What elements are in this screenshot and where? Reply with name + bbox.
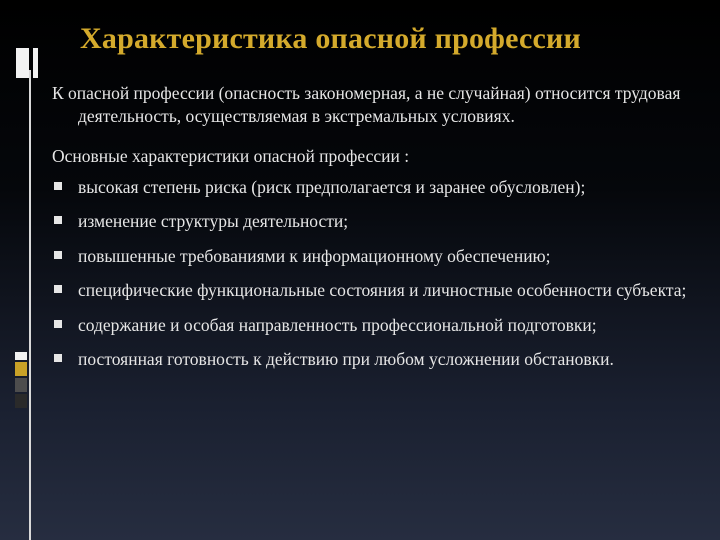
list-item — [52, 348, 710, 371]
square-bullet-icon — [54, 320, 62, 328]
intro-paragraph: К опасной профессии (опасность закономерная, а не случайная) относится трудовая деятельность, осуществляемая в экстремальных условиях. — [52, 83, 681, 126]
list-item — [52, 314, 710, 337]
square-bullet-icon — [54, 354, 62, 362]
subheading: Основные характеристики опасной профессии : — [52, 146, 410, 166]
decorative-stripe — [15, 394, 27, 408]
list-item — [52, 279, 710, 302]
decorative-stripe — [15, 352, 27, 360]
square-bullet-icon — [54, 285, 62, 293]
list-item — [52, 245, 710, 268]
list-item-text: содержание и особая направленность профессиональной подготовки; — [78, 314, 597, 335]
square-bullet-icon — [54, 216, 62, 224]
list-item-text: специфические функциональные состояния и личностные особенности субъекта; — [78, 280, 687, 300]
decorative-vertical-line — [29, 70, 31, 540]
list-item-text: постоянная готовность к действию при любом усложнении обстановки. — [78, 349, 614, 369]
list-item-text: изменение структуры деятельности; — [78, 211, 349, 231]
list-item-text: повышенные требованиями к информационному обеспечению; — [78, 245, 551, 266]
slide-title: Характеристика опасной профессии — [80, 22, 582, 55]
slide-content — [52, 82, 710, 383]
list-item — [52, 176, 710, 199]
list-item-text: высокая степень риска (риск предполагается и заранее обусловлен); — [78, 176, 586, 197]
decorative-block — [16, 48, 29, 78]
decorative-block-small — [33, 48, 38, 78]
list-item — [52, 210, 710, 233]
square-bullet-icon — [54, 182, 62, 190]
square-bullet-icon — [54, 251, 62, 259]
decorative-stripe-gold — [15, 362, 27, 376]
bullet-list — [52, 176, 710, 371]
decorative-stripe — [15, 378, 27, 392]
